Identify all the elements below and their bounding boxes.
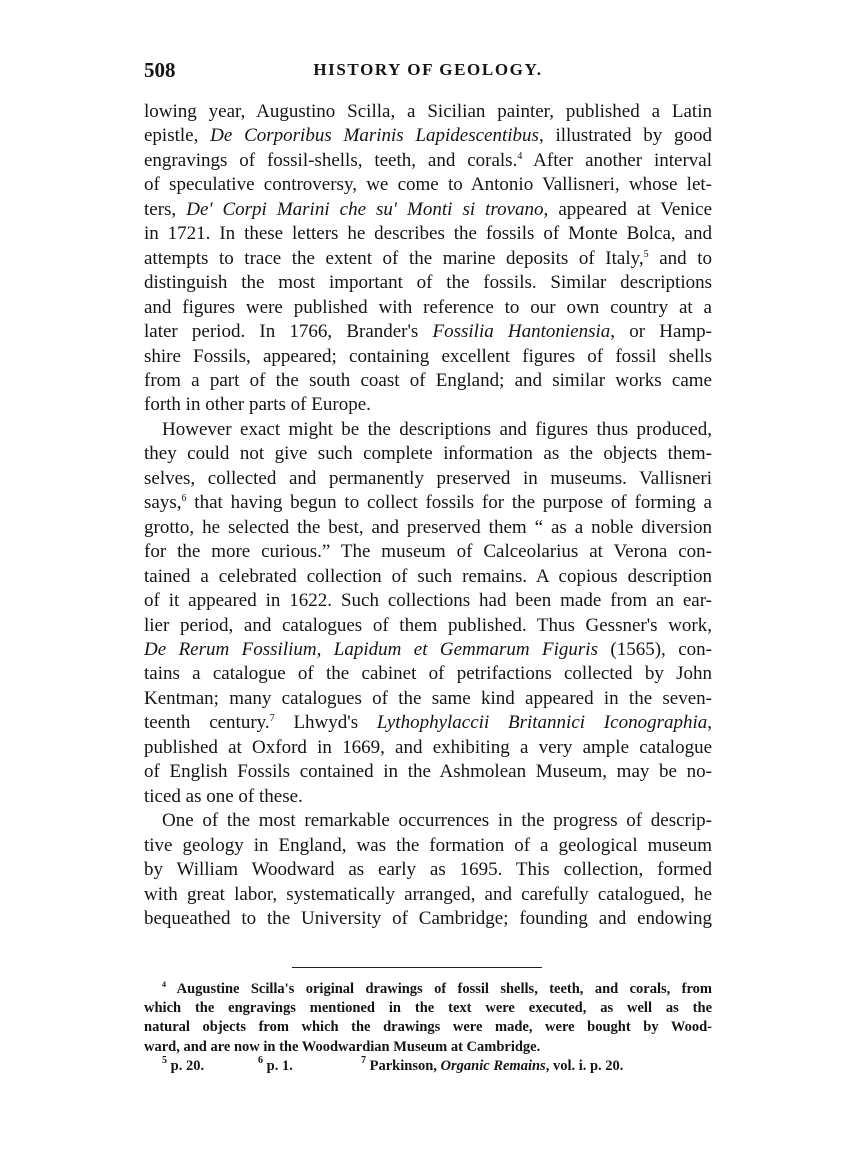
book-title: De Corporibus Marinis Lapidescentibus xyxy=(210,125,539,147)
text-line: distinguish the most important of the fossils. Similar descriptions xyxy=(144,272,712,294)
text-line: says,$^6$ that having begun to collect fossils for the purpose of forming a xyxy=(144,492,712,514)
footnote-references xyxy=(144,1054,712,1076)
footnote-line: natural objects from which the drawings were made, were bought by Wood- xyxy=(144,1019,712,1036)
text-line: ters, De' Corpi Marini che su' Monti si trovano, appeared at Venice xyxy=(144,198,713,220)
text-line: tains a catalogue of the cabinet of petrifactions collected by John xyxy=(144,663,712,685)
footnote-5: $^5$ p. 20. xyxy=(162,1054,205,1074)
footnote-marker: 4 xyxy=(162,980,166,989)
text-line: teenth century.$^7$ Lhwyd's Lythophylaccii Britannici Iconographia, xyxy=(144,712,712,734)
text-line: Kentman; many catalogues of the same kind appeared in the seven- xyxy=(144,687,712,709)
text-line: of it appeared in 1622. Such collections had been made from an ear- xyxy=(144,590,712,612)
book-title: De Rerum Fossilium, Lapidum et Gemmarum Figuris xyxy=(144,638,598,660)
footnote-ref: 5 xyxy=(643,248,649,260)
text-line: epistle, De Corporibus Marinis Lapidescentibus, illustrated by good xyxy=(144,125,713,147)
text-line: they could not give such complete information as the objects them- xyxy=(144,443,712,465)
text-line: shire Fossils, appeared; containing excellent figures of fossil shells xyxy=(144,345,712,367)
footnote-line: ward, and are now in the Woodwardian Museum at Cambridge. xyxy=(144,1038,541,1055)
text-line: attempts to trace the extent of the marine deposits of Italy,$^5$ and to xyxy=(144,247,712,269)
book-title: Fossilia Hantoniensia xyxy=(432,321,611,343)
text-line: in 1721. In these letters he describes the fossils of Monte Bolca, and xyxy=(144,223,712,245)
text-line: later period. In 1766, Brander's Fossilia Hantoniensia, or Hamp- xyxy=(144,321,712,343)
text-line: forth in other parts of Europe. xyxy=(144,394,371,416)
footnote-ref: 7 xyxy=(269,713,275,725)
paragraph-3 xyxy=(144,809,712,931)
paragraph-2 xyxy=(144,418,712,809)
page-number: 508 xyxy=(144,58,176,82)
book-title: Lythophylaccii Britannici Iconographia xyxy=(376,712,708,734)
text-line: De Rerum Fossilium, Lapidum et Gemmarum Figuris (1565), con- xyxy=(144,638,712,660)
text-line: ticed as one of these. xyxy=(144,785,303,807)
text-line: of speculative controversy, we come to Antonio Vallisneri, whose let- xyxy=(144,174,712,196)
text-line: with great labor, systematically arranged, and carefully catalogued, he xyxy=(144,883,712,905)
footnote-line: $^4$ Augustine Scilla's original drawings of fossil shells, teeth, and corals, from xyxy=(162,980,712,997)
text-line: of English Fossils contained in the Ashmolean Museum, may be no- xyxy=(144,761,712,783)
text-line: grotto, he selected the best, and preserved them “ as a noble diversion xyxy=(144,516,712,538)
page-header xyxy=(144,58,712,88)
text-line: from a part of the south coast of England; and similar works came xyxy=(144,369,712,391)
footnote-7: $^7$ Parkinson, Organic Remains, vol. i. p. 20. xyxy=(361,1054,624,1074)
text-line: lowing year, Augustino Scilla, a Sicilian painter, published a Latin xyxy=(144,101,712,122)
text-line: tive geology in England, was the formation of a geological museum xyxy=(144,834,712,856)
footnotes xyxy=(144,980,712,1076)
text-line: bequeathed to the University of Cambridge; founding and endowing xyxy=(144,907,712,929)
running-title: HISTORY OF GEOLOGY. xyxy=(313,60,543,79)
text-line: by William Woodward as early as 1695. This collection, formed xyxy=(144,859,712,881)
footnote-line: which the engravings mentioned in the text were executed, as well as the xyxy=(144,1000,712,1017)
footnote-ref: 4 xyxy=(517,150,523,162)
footnote-ref: 6 xyxy=(181,493,187,505)
text-line: lier period, and catalogues of them published. Thus Gessner's work, xyxy=(144,614,712,636)
text-line: engravings of fossil-shells, teeth, and corals.$^4$ After another interval xyxy=(144,149,712,171)
text-line: published at Oxford in 1669, and exhibiting a very ample catalogue xyxy=(144,736,712,758)
text-line: However exact might be the descriptions and figures thus produced, xyxy=(162,418,712,440)
text-line: One of the most remarkable occurrences in the progress of descrip- xyxy=(162,810,712,832)
text-line: and figures were published with reference to our own country at a xyxy=(144,296,712,318)
footnote-6: $^6$ p. 1. xyxy=(258,1054,293,1074)
text-line: for the more curious.” The museum of Calceolarius at Verona con- xyxy=(144,541,712,563)
text-line: tained a celebrated collection of such remains. A copious description xyxy=(144,565,712,587)
footnote-divider xyxy=(292,967,542,968)
paragraph-1 xyxy=(144,100,712,418)
book-title: De' Corpi Marini che su' Monti si trovano xyxy=(186,198,544,220)
body-text xyxy=(144,100,712,931)
text-line: selves, collected and permanently preserved in museums. Vallisneri xyxy=(144,467,712,489)
